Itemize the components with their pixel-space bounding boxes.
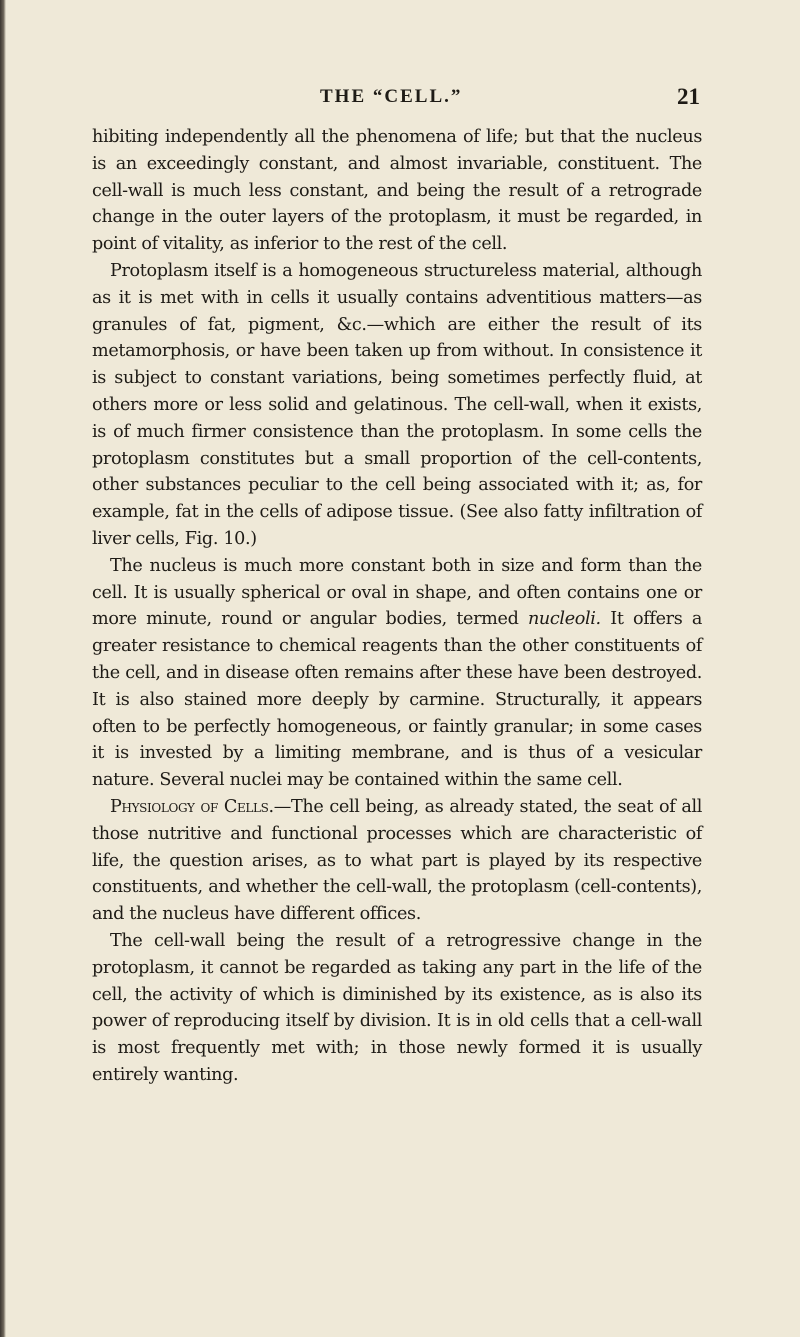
book-spine-edge <box>0 0 6 1337</box>
paragraph-2 <box>92 258 702 553</box>
paragraph-4-text: —The cell being, as already stated, the seat of all those nutritive and functional processes which are characteristic of life, the question arises, as to what part is played by its respective constituents, and whether the cell-wall, the protoplasm (cell-contents), and the nucleus have different offices. <box>92 796 703 925</box>
paragraph-1-text: hibiting independently all the phenomena of life; but that the nucleus is an exceedingly constant, and almost invariable, constituent. The cell-wall is much less constant, and being the result of a retrograde change in the outer layers of the protoplasm, it must be regarded, in point of vitality, as inferior to the rest of the cell. <box>92 127 702 255</box>
section-heading-physiology-of-cells: Physiology of Cells. <box>110 796 274 817</box>
paragraph-1 <box>92 124 702 258</box>
paragraph-3 <box>92 553 702 794</box>
paragraph-2-text: Protoplasm itself is a homogeneous structureless material, although as it is met with in cells it usually contains adventitious matters—as granules of fat, pigment, &c.—which are either the result of its metamorphosis, or have been taken up from without. In consistence it is subject to constant variations, being sometimes perfectly fluid, at others more or less solid and gelatinous. The cell-wall, when it exists, is of much firmer consistence than the protoplasm. In some cells the protoplasm constitutes but a small proportion of the cell-contents, other substances peculiar to the cell being associated with it; as, for example, fat in the cells of adipose tissue. (See also fatty infiltration of liver cells, Fig. 10.) <box>92 260 702 549</box>
body-text <box>92 124 702 1089</box>
paragraph-4 <box>92 794 702 928</box>
paragraph-3-text-before: The nucleus is much more constant both in size and form than the cell. It is usually spherical or oval in shape, and often contains one or more minute, round or angular bodies, termed <box>92 555 702 630</box>
running-title: THE “CELL.” <box>320 86 463 107</box>
paragraph-3-text-after: It offers a greater resistance to chemical reagents than the other constituents of the cell, and in disease often remains after these have been destroyed. It is also stained more deeply by carmine. Structurally, it appears often to be perfectly homogeneous, or faintly granular; in some cases it is invested by a limiting membrane, and is thus of a vesicular nature. Several nuclei may be contained within the same cell. <box>92 609 702 791</box>
nucleoli-term: nucleoli. <box>527 609 601 630</box>
page-number: 21 <box>677 84 700 109</box>
paragraph-5-text: The cell-wall being the result of a retrogressive change in the protoplasm, it cannot be regarded as taking any part in the life of the cell, the activity of which is diminished by its existence, as is also its power of reproducing itself by division. It is in old cells that a cell-wall is most frequently met with; in those newly formed it is usually entirely wanting. <box>92 930 702 1085</box>
page-header <box>320 86 700 112</box>
paragraph-5 <box>92 928 702 1089</box>
